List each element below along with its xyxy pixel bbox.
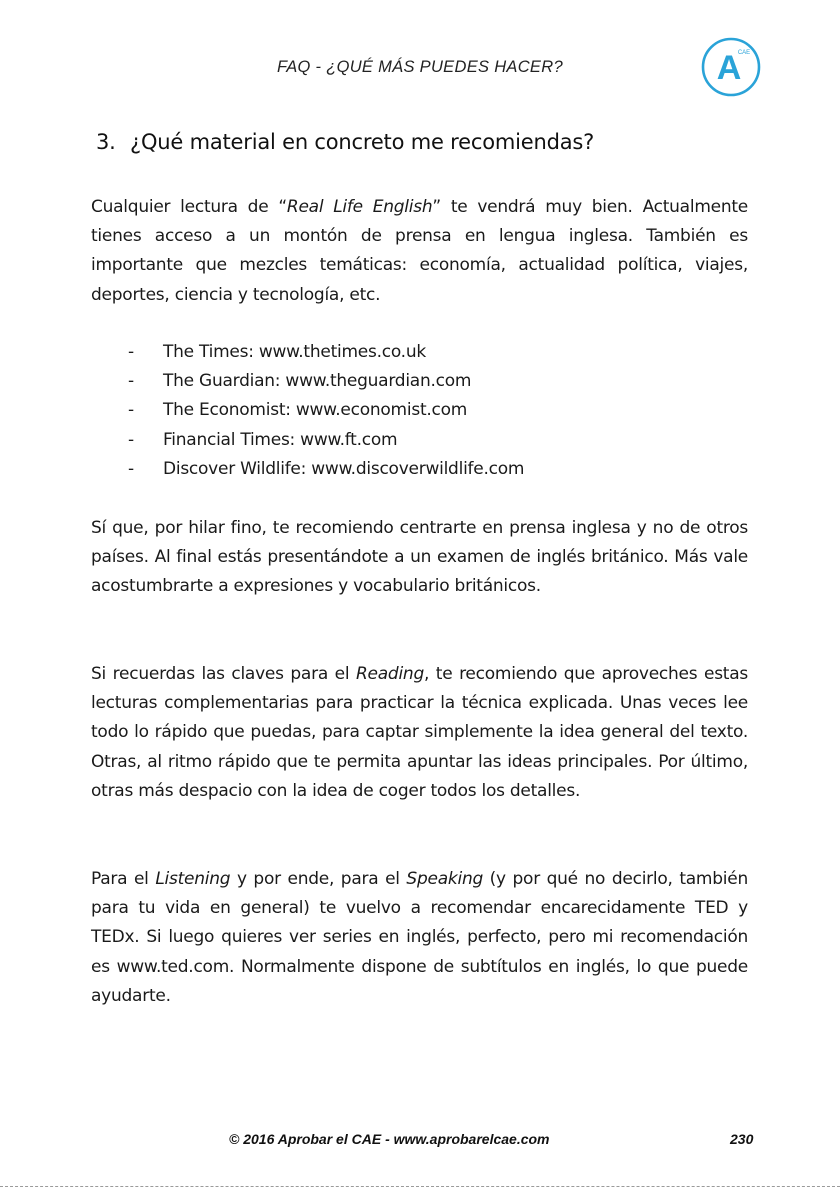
list-dash: - (128, 342, 134, 362)
p3-text-end: , te recomiendo que aproveches estas lecturas complementarias para practicar la técnica explicada. Unas veces lee todo lo rápido que puedas, para captar simplemente la idea general del texto. Otras, al ritmo rápido que te permita apuntar las ideas principales. Por último, otras más despacio con la idea de coger todos los detalles. (91, 664, 748, 801)
newspaper-list (128, 338, 524, 484)
footer-copyright: © 2016 Aprobar el CAE - www.aprobarelcae.com (229, 1131, 550, 1147)
list-item-text: The Guardian: www.theguardian.com (163, 371, 472, 392)
list-item-text: The Times: www.thetimes.co.uk (163, 342, 426, 362)
section-heading (96, 130, 594, 154)
list-item (128, 426, 524, 455)
p4-emphasis-speaking: Speaking (406, 869, 484, 889)
p1-text-start: Cualquier lectura de “ (91, 197, 287, 217)
page-bottom-divider (0, 1186, 840, 1187)
p1-text-end: ” te vendrá muy bien. Actualmente tienes acceso a un montón de prensa en lengua inglesa. También es importante que mezcles temáticas: economía, actualidad política, viajes, deportes, ciencia y tecnología, etc. (91, 197, 748, 305)
p3-emphasis: Reading (355, 664, 424, 684)
list-item-text: The Economist: www.economist.com (163, 400, 468, 421)
list-item-text: Discover Wildlife: www.discoverwildlife.com (163, 458, 525, 479)
list-item (128, 338, 524, 367)
logo-letter: A (716, 49, 742, 87)
page-number: 230 (730, 1131, 754, 1147)
page-header-title: FAQ - ¿QUÉ MÁS PUEDES HACER? (277, 58, 563, 76)
paragraph-intro (91, 193, 748, 310)
list-item (128, 455, 524, 484)
list-item (128, 367, 524, 396)
aprobarelcae-logo-icon (700, 36, 762, 98)
p3-text-start: Si recuerdas las claves para el (91, 664, 356, 684)
list-dash: - (128, 371, 134, 392)
p4-emphasis-listening: Listening (155, 869, 231, 889)
p1-emphasis: Real Life English (286, 197, 433, 217)
section-title: ¿Qué material en concreto me recomiendas? (130, 130, 595, 154)
list-item-text: Financial Times: www.ft.com (163, 429, 398, 450)
list-dash: - (128, 429, 134, 450)
p4-text-middle: y por ende, para el (230, 869, 407, 889)
section-number: 3. (96, 130, 116, 154)
paragraph-reading (91, 660, 748, 806)
paragraph-listening (91, 865, 748, 1011)
list-dash: - (128, 458, 134, 479)
paragraph-british-press: Sí que, por hilar fino, te recomiendo centrarte en prensa inglesa y no de otros países. Al final estás presentándote a un examen de inglés británico. Más vale acostumbrarte a expresiones y vocabulario británicos. (91, 518, 748, 597)
list-item (128, 396, 524, 425)
list-dash: - (128, 400, 134, 421)
logo-small-text: CAE (737, 50, 751, 56)
p4-text-start: Para el (91, 869, 156, 889)
p4-text-end: (y por qué no decirlo, también para tu vida en general) te vuelvo a recomendar encarecidamente TED y TEDx. Si luego quieres ver series en inglés, perfecto, pero mi recomendación es www.ted.com. Normalmente dispone de subtítulos en inglés, lo que puede ayudarte. (91, 869, 748, 1006)
